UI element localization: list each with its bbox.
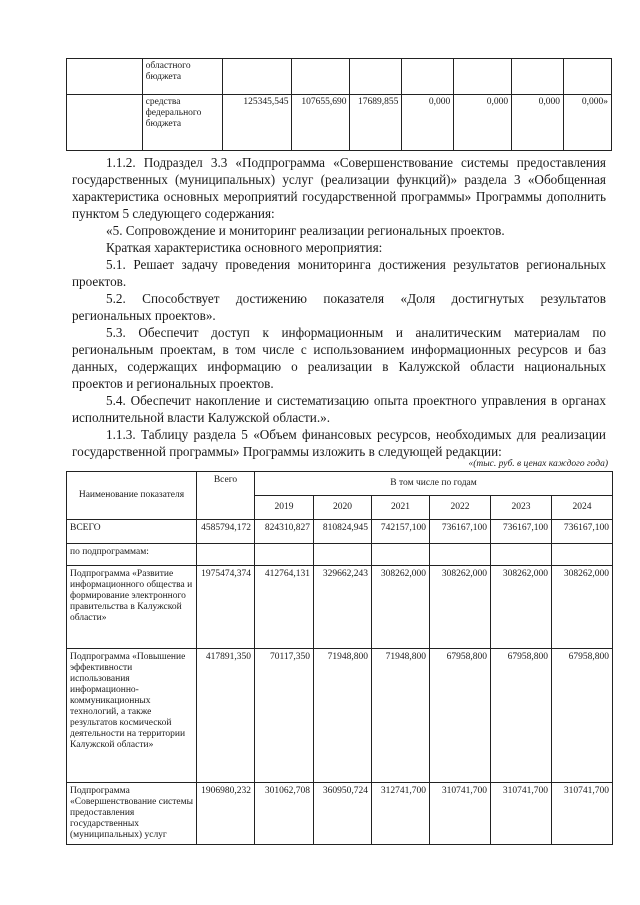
cell-value: 17689,855 [350,95,402,151]
table-row [67,520,613,544]
cell-value: 308262,000 [372,566,430,649]
cell-value: 0,000 [454,95,512,151]
paragraph: «5. Сопровождение и мониторинг реализации региональных проектов. [106,223,505,238]
header-year: 2019 [255,496,314,520]
header-year: 2023 [491,496,552,520]
row-label: Подпрограмма «Совершенствование системы предоставления государственных (муниципальных) услуг [67,783,197,845]
table-header-row [67,472,613,496]
cell-value: 824310,827 [255,520,314,544]
paragraph: Краткая характеристика основного мероприятия: [106,240,383,255]
paragraph: 5.3. Обеспечит доступ к информационным и аналитическим материалам по региональным проектам, в том числе с использованием информационных ресурсов и баз данных, содержащих информацию о реализации в Калужской области национальных проектов и региональных проектов. [72,325,606,391]
cell-value: 1975474,374 [197,566,255,649]
units-note: «(тыс. руб. в ценах каждого года) [468,459,608,469]
table-row [67,649,613,783]
cell-value: 329662,243 [314,566,372,649]
cell-value: 810824,945 [314,520,372,544]
cell-value: 67958,800 [491,649,552,783]
cell-value: 312741,700 [372,783,430,845]
header-year: 2022 [430,496,491,520]
continued-finance-table [66,58,612,151]
cell-value: 67958,800 [430,649,491,783]
cell-value: 308262,000 [430,566,491,649]
cell-value: 736167,100 [552,520,613,544]
row-label: по подпрограммам: [67,544,197,566]
paragraph: 1.1.3. Таблицу раздела 5 «Объем финансовых ресурсов, необходимых для реализации государственной программы» Программы изложить в следующей редакции: [72,427,606,459]
cell-value: 0,000 [512,95,564,151]
table-row [67,783,613,845]
header-years-group: В том числе по годам [255,472,613,496]
paragraph: 5.1. Решает задачу проведения мониторинга достижения результатов региональных проектов. [72,257,606,289]
cell-value: 71948,800 [314,649,372,783]
header-name: Наименование показателя [67,472,197,520]
cell-value: 0,000» [564,95,612,151]
paragraph: 5.4. Обеспечит накопление и систематизацию опыта проектного управления в органах исполнительной власти Калужской области.». [72,393,606,425]
cell-value: 742157,100 [372,520,430,544]
row-label: областного бюджета [142,59,222,95]
row-label: средства федерального бюджета [142,95,222,151]
header-year: 2024 [552,496,613,520]
row-label: Подпрограмма «Повышение эффективности использования информационно-коммуникационных технологий, а также результатов космической деятельности на территории Калужской области» [67,649,197,783]
header-total: Всего [197,472,255,520]
cell-value: 308262,000 [491,566,552,649]
row-label: Подпрограмма «Развитие информационного общества и формирование электронного правительства в Калужской области» [67,566,197,649]
table-row [67,544,613,566]
cell-value: 0,000 [402,95,454,151]
header-year: 2020 [314,496,372,520]
finance-table [66,471,613,845]
cell-value: 67958,800 [552,649,613,783]
cell-value: 125345,545 [222,95,292,151]
row-label: ВСЕГО [67,520,197,544]
table-row [67,95,612,151]
cell-value: 310741,700 [552,783,613,845]
cell-value: 417891,350 [197,649,255,783]
cell-value: 301062,708 [255,783,314,845]
paragraph: 5.2. Способствует достижению показателя «Доля достигнутых результатов региональных проектов». [72,291,606,323]
cell-value: 310741,700 [491,783,552,845]
cell-value: 736167,100 [430,520,491,544]
cell-value: 1906980,232 [197,783,255,845]
paragraph: 1.1.2. Подраздел 3.3 «Подпрограмма «Совершенствование системы предоставления государственных (муниципальных) услуг (реализации функций)» раздела 3 «Обобщенная характеристика основных мероприятий государственной программы» Программы дополнить пунктом 5 следующего содержания: [72,155,606,221]
cell-value: 70117,350 [255,649,314,783]
cell-value: 308262,000 [552,566,613,649]
cell-value: 310741,700 [430,783,491,845]
cell-value: 360950,724 [314,783,372,845]
cell-value: 412764,131 [255,566,314,649]
table-row [67,59,612,95]
table-row [67,566,613,649]
document-body [72,154,606,460]
cell-value: 4585794,172 [197,520,255,544]
cell-value: 736167,100 [491,520,552,544]
cell-value: 107655,690 [292,95,350,151]
header-year: 2021 [372,496,430,520]
cell-value: 71948,800 [372,649,430,783]
